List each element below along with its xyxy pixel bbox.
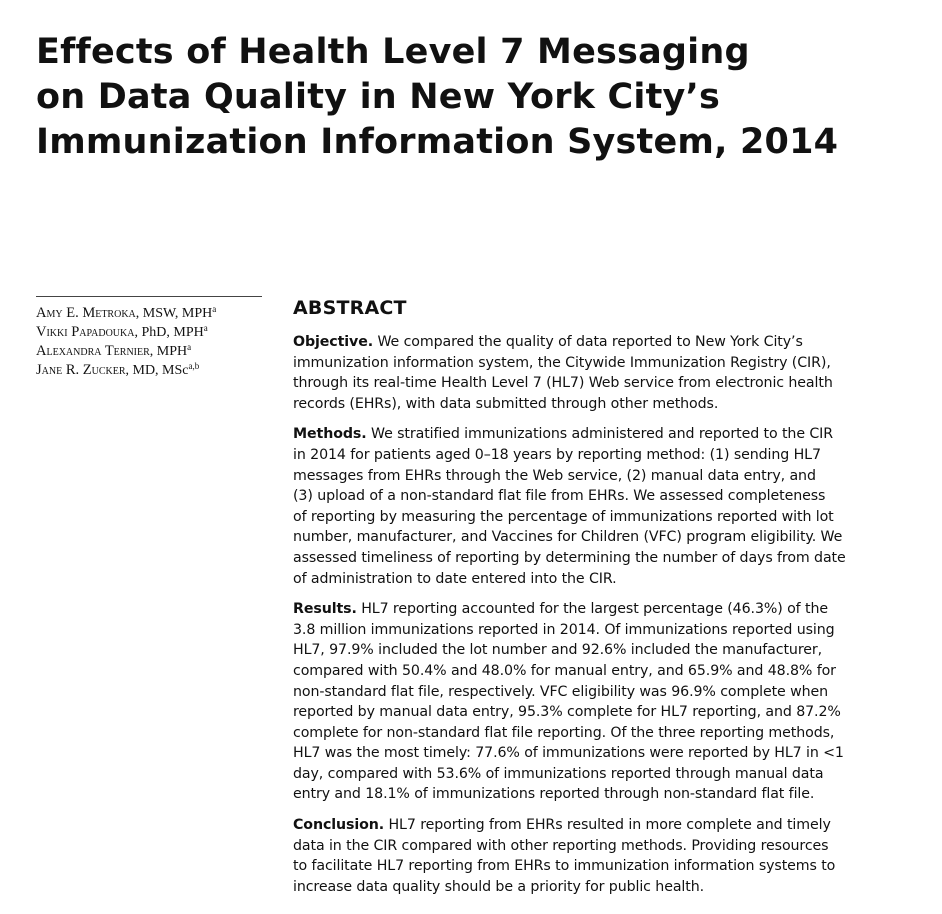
author-name: Jane R. Zucker (36, 362, 126, 378)
abstract-line: (3) upload of a non-standard flat file from EHRs. We assessed completeness (293, 488, 826, 505)
abstract-line: HL7 was the most timely: 77.6% of immunizations were reported by HL7 in <1 (293, 745, 844, 762)
abstract-line: to facilitate HL7 reporting from EHRs to immunization information systems to (293, 858, 836, 875)
abstract-objective (293, 332, 893, 414)
author-affiliation: a (203, 323, 208, 333)
author-name: Alexandra Ternier (36, 343, 150, 359)
abstract-results (293, 599, 893, 805)
abstract-methods (293, 424, 893, 589)
article-title (36, 30, 896, 165)
abstract-line: assessed timeliness of reporting by determining the number of days from date (293, 549, 846, 566)
abstract-line: complete for non-standard flat file reporting. Of the three reporting methods, (293, 724, 835, 741)
author-list (36, 304, 276, 380)
section-label: Methods. (293, 426, 367, 443)
abstract-line: of administration to date entered into the CIR. (293, 570, 617, 587)
section-label: Results. (293, 601, 357, 618)
author-name: Amy E. Metroka (36, 305, 136, 321)
abstract-line: immunization information system, the Citywide Immunization Registry (CIR), (293, 354, 831, 371)
author-divider (36, 296, 262, 297)
abstract-line: non-standard flat file, respectively. VFC eligibility was 96.9% complete when (293, 683, 829, 700)
author-credentials: , PhD, MPH (134, 325, 204, 340)
author (36, 304, 276, 323)
abstract-line: increase data quality should be a priority for public health. (293, 878, 705, 895)
abstract-heading: ABSTRACT (293, 297, 407, 319)
abstract-line: records (EHRs), with data submitted through other methods. (293, 395, 719, 412)
abstract-line: day, compared with 53.6% of immunizations reported through manual data (293, 765, 824, 782)
author-affiliation: a (187, 342, 192, 352)
abstract-line: compared with 50.4% and 48.0% for manual entry, and 65.9% and 48.8% for (293, 662, 836, 679)
abstract-line: entry and 18.1% of immunizations reported through non-standard flat file. (293, 786, 815, 803)
abstract-line: messages from EHRs through the Web service, (2) manual data entry, and (293, 467, 816, 484)
author-credentials: , MD, MSc (125, 363, 189, 378)
title-line: on Data Quality in New York City’s (36, 77, 721, 117)
title-line: Effects of Health Level 7 Messaging (36, 32, 750, 72)
title-line: Immunization Information System, 2014 (36, 122, 839, 162)
abstract-line: Results. HL7 reporting accounted for the largest percentage (46.3%) of the (293, 601, 828, 618)
abstract (293, 296, 893, 907)
abstract-line: number, manufacturer, and Vaccines for Children (VFC) program eligibility. We (293, 529, 843, 546)
author (36, 361, 276, 380)
abstract-line: reported by manual data entry, 95.3% complete for HL7 reporting, and 87.2% (293, 704, 841, 721)
author-affiliation: a (212, 304, 217, 314)
abstract-line: 3.8 million immunizations reported in 2014. Of immunizations reported using (293, 621, 835, 638)
author (36, 342, 276, 361)
abstract-line: Conclusion. HL7 reporting from EHRs resulted in more complete and timely (293, 817, 831, 834)
abstract-line: Objective. We compared the quality of data reported to New York City’s (293, 334, 803, 350)
author (36, 323, 276, 342)
author-name: Vikki Papadouka (36, 324, 135, 340)
abstract-conclusion (293, 815, 893, 897)
author-affiliation: a,b (188, 361, 200, 371)
abstract-line: through its real-time Health Level 7 (HL7) Web service from electronic health (293, 375, 833, 392)
author-credentials: , MPH (149, 344, 188, 359)
abstract-line: in 2014 for patients aged 0–18 years by reporting method: (1) sending HL7 (293, 446, 821, 463)
abstract-line: data in the CIR compared with other reporting methods. Providing resources (293, 837, 829, 854)
section-label: Conclusion. (293, 817, 385, 834)
section-label: Objective. (293, 334, 374, 350)
abstract-line: HL7, 97.9% included the lot number and 92.6% included the manufacturer, (293, 642, 823, 659)
abstract-line: Methods. We stratified immunizations administered and reported to the CIR (293, 426, 834, 443)
author-credentials: , MSW, MPH (135, 306, 213, 321)
abstract-line: of reporting by measuring the percentage of immunizations reported with lot (293, 508, 834, 525)
